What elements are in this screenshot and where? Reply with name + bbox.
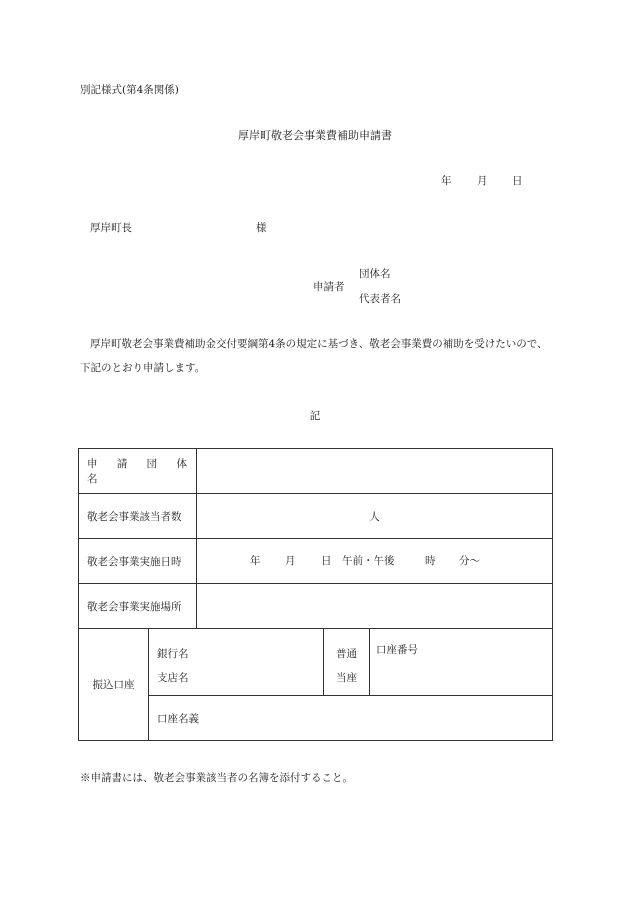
applicant-org-label: 団体名 xyxy=(359,268,391,280)
account-number-field[interactable] xyxy=(370,629,553,696)
addressee-honorific: 様 xyxy=(256,222,267,234)
footnote: ※申請書には、敬老会事業該当者の名簿を添付すること。 xyxy=(80,772,353,784)
datetime-label: 敬老会事業実施日時 xyxy=(79,539,197,584)
org-name-label-cell xyxy=(79,449,197,494)
bank-name-label: 銀行名 xyxy=(157,648,189,660)
org-name-field[interactable] xyxy=(197,449,553,494)
date-month-label: 月 xyxy=(477,175,488,187)
place-label: 敬老会事業実施場所 xyxy=(79,584,197,629)
account-type-field[interactable] xyxy=(324,629,370,696)
datetime-month: 月 xyxy=(285,555,296,567)
account-label: 振込口座 xyxy=(79,629,149,741)
application-form-table xyxy=(78,448,553,741)
datetime-ampm: 午前・午後 xyxy=(342,555,395,567)
datetime-day: 日 xyxy=(321,555,332,567)
form-reference: 別記様式(第4条関係) xyxy=(80,84,179,96)
table-row-bank xyxy=(79,629,553,696)
account-type-checking: 当座 xyxy=(336,672,358,684)
count-unit: 人 xyxy=(369,510,380,523)
applicant-rep-label: 代表者名 xyxy=(359,293,401,305)
bank-field[interactable] xyxy=(149,629,324,696)
place-field[interactable] xyxy=(197,584,553,629)
applicant-label: 申請者 xyxy=(313,281,345,293)
datetime-year: 年 xyxy=(250,555,261,567)
page-title: 厚岸町敬老会事業費補助申請書 xyxy=(238,129,392,142)
ki-heading: 記 xyxy=(309,410,321,422)
datetime-field[interactable] xyxy=(197,539,553,584)
datetime-hour: 時 xyxy=(425,555,436,567)
date-day-label: 日 xyxy=(512,175,523,187)
datetime-minute: 分〜 xyxy=(459,555,481,567)
org-name-label: 申 請 団 体 名 xyxy=(87,458,196,485)
account-holder-field[interactable] xyxy=(149,696,553,741)
table-row-count xyxy=(79,494,553,539)
application-statement: 厚岸町敬老会事業費補助金交付要綱第4条の規定に基づき、敬老会事業費の補助を受けたいので、下記のとおり申請します。 xyxy=(80,338,548,374)
table-row-holder xyxy=(79,696,553,741)
table-row-org-name xyxy=(79,449,553,494)
table-row-datetime xyxy=(79,539,553,584)
branch-label: 支店名 xyxy=(157,672,189,684)
count-label: 敬老会事業該当者数 xyxy=(79,494,197,539)
account-holder-label: 口座名義 xyxy=(157,712,199,725)
account-number-label: 口座番号 xyxy=(376,644,419,656)
account-type-ordinary: 普通 xyxy=(336,648,358,660)
addressee-name: 厚岸町長 xyxy=(90,222,132,234)
date-year-label: 年 xyxy=(441,175,452,187)
table-row-place xyxy=(79,584,553,629)
count-field[interactable] xyxy=(197,494,553,539)
